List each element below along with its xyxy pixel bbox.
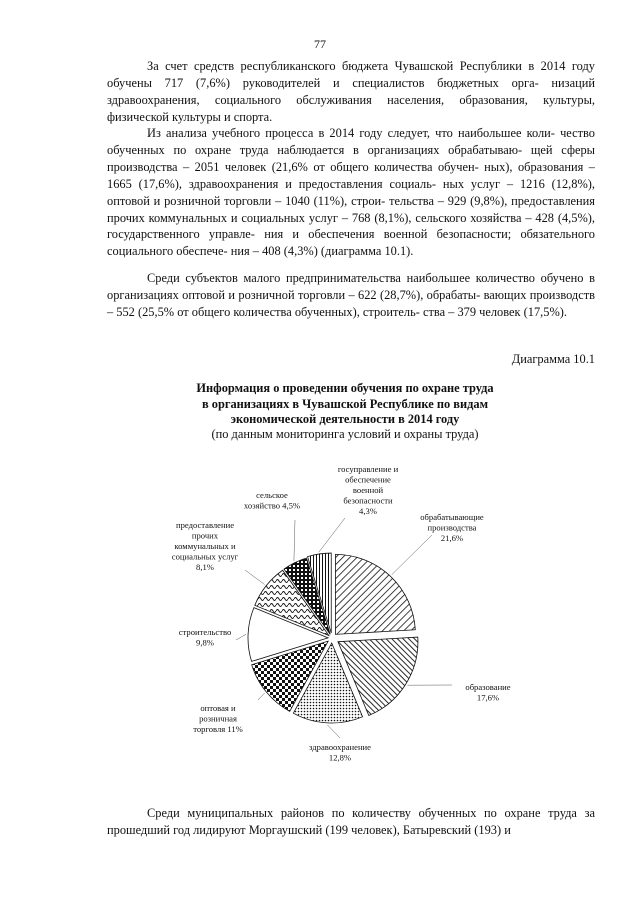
chart-title bbox=[120, 381, 570, 428]
paragraph-4 bbox=[107, 805, 595, 839]
slice-label bbox=[309, 742, 371, 763]
paragraph-2-text: Из анализа учебного процесса в 2014 году следует, что наибольшее коли- чество обученных по охране труда наблюдается в организациях обрабатываю- щей сферы производства – 2051 человек (21,6% от общего количества обучен- ных), образования – 1665 (17,6%), здравоохранения и предоставления социаль- ных услуг – 1216 (12,8%), оптовой и розничной торговли – 1040 (11%), строи- тельства – 929 (9,8%), предоставления прочих коммунальных и социальных услуг – 768 (8,1%), сельского хозяйства – 428 (4,5%), государственного управле- ния и обеспечения военной безопасности; обязательного социального обеспече- ния – 408 (4,3%) (диаграмма 10.1). bbox=[107, 126, 595, 259]
slice-label bbox=[420, 512, 484, 543]
leader-line bbox=[319, 518, 345, 552]
chart-subtitle: (по данным мониторинга условий и охраны труда) bbox=[211, 427, 479, 441]
slice-label-line: 12,8% bbox=[328, 752, 352, 763]
slice-label bbox=[172, 520, 239, 572]
page-number: 77 bbox=[314, 37, 326, 51]
slice-label-line: образование bbox=[465, 682, 511, 692]
paragraph-3 bbox=[107, 270, 595, 321]
slice-label bbox=[338, 464, 399, 516]
diagram-label: Диаграмма 10.1 bbox=[511, 352, 595, 366]
slice-label-line: обрабатывающие bbox=[420, 512, 484, 522]
slice-label-line: производства bbox=[427, 522, 477, 533]
slice-label-line: прочих bbox=[191, 530, 219, 541]
chart-title-line: Информация о проведении обучения по охране труда bbox=[196, 381, 494, 395]
pie-slice bbox=[335, 554, 415, 634]
slice-label-line: строительство bbox=[178, 627, 232, 637]
paragraph-4-text: Среди муниципальных районов по количеству обученных по охране труда за прошедший год лидируют Моргаушский (199 человек), Батыревский (193) и bbox=[107, 806, 595, 837]
leader-line bbox=[392, 535, 432, 575]
slice-label bbox=[193, 703, 243, 734]
slice-label-line: хозяйство 4,5% bbox=[243, 500, 301, 511]
paragraph-2 bbox=[107, 125, 595, 260]
slice-label-line: 21,6% bbox=[440, 533, 464, 543]
slice-label-line: госуправление и bbox=[337, 464, 399, 474]
slice-label bbox=[465, 682, 510, 703]
slice-label-line: сельское bbox=[256, 490, 288, 500]
paragraph-3-text: Среди субъектов малого предпринимательства наибольшее количество обучено в организациях оптовой и розничной торговли – 622 (28,7%), обрабаты- вающих производств – 552 (25,5% от общего количества обученных), строитель- ства – 379 человек (17,5%). bbox=[107, 271, 595, 319]
slice-label-line: 9,8% bbox=[196, 637, 214, 648]
slice-label-line: коммунальных и bbox=[174, 541, 236, 551]
chart-title-line: в организациях в Чувашской Республике по видам bbox=[201, 396, 489, 411]
leader-line bbox=[245, 570, 265, 585]
slice-label-line: социальных услуг bbox=[171, 551, 239, 562]
leader-line bbox=[327, 725, 340, 738]
slice-label-line: безопасности bbox=[343, 495, 393, 506]
chart-title-line: экономической деятельности в 2014 году bbox=[230, 412, 460, 426]
slice-label-line: обеспечение bbox=[345, 474, 391, 485]
leader-line bbox=[294, 520, 295, 561]
slice-label-line: военной bbox=[352, 485, 384, 495]
slice-label-line: 4,3% bbox=[359, 506, 377, 516]
leader-line bbox=[258, 693, 265, 700]
slice-label-line: оптовая и bbox=[200, 703, 236, 713]
leader-line bbox=[236, 634, 246, 640]
slice-label-line: торговля 11% bbox=[193, 724, 243, 734]
pie-chart bbox=[0, 440, 640, 800]
slice-label bbox=[244, 490, 300, 511]
paragraph-1-text: За счет средств республиканского бюджета Чувашской Республики в 2014 году обучены 717 (7,6%) руководителей и специалистов бюджетных орга- низаций здравоохранения, социального обслуживания населения, образования, культуры, физической культуры и спорта. bbox=[107, 59, 595, 124]
slice-label-line: здравоохранение bbox=[309, 742, 371, 752]
paragraph-1 bbox=[107, 58, 595, 126]
slice-label-line: розничная bbox=[199, 713, 237, 724]
slice-label-line: 8,1% bbox=[196, 562, 214, 572]
slice-label-line: 17,6% bbox=[476, 692, 500, 703]
slice-label bbox=[179, 627, 232, 648]
slice-label-line: предоставление bbox=[175, 520, 235, 530]
